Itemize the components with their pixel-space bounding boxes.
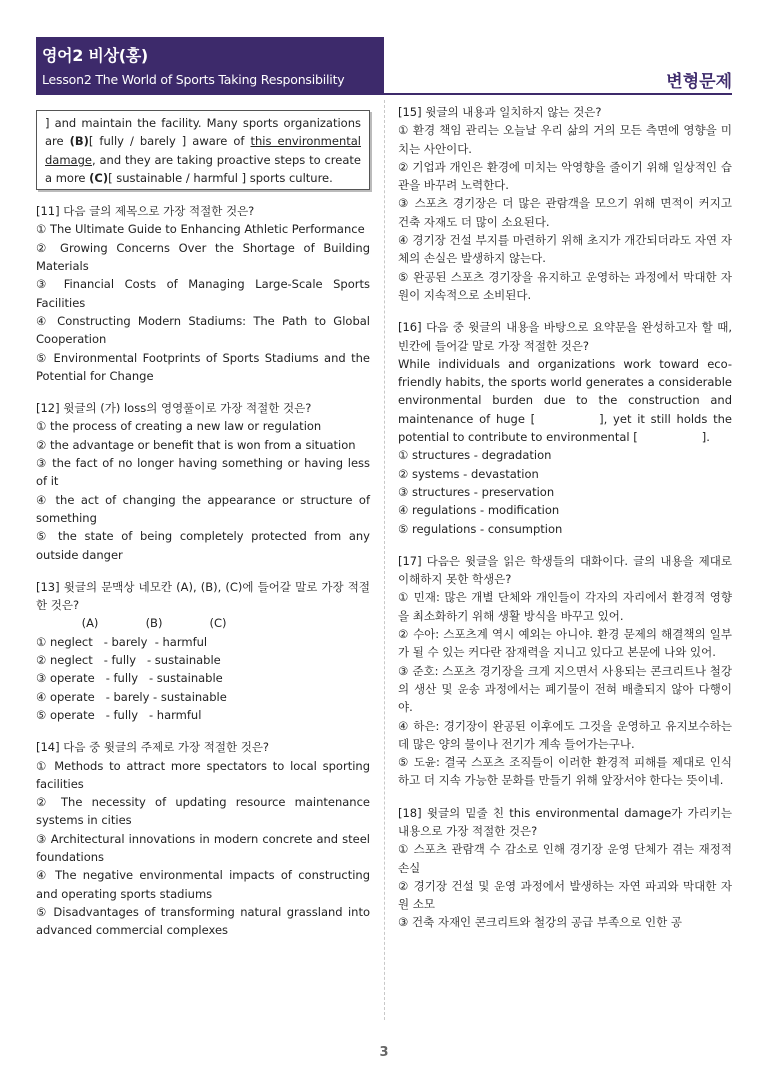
question-stem: [17] 다음은 윗글을 읽은 학생들의 대화이다. 글의 내용을 제대로 이해하지 못한 학생은? xyxy=(398,553,732,587)
option: ② 경기장 건설 및 운영 과정에서 발생하는 자연 파괴와 막대한 자원 소모 xyxy=(398,878,732,912)
question-stem: [12] 윗글의 (가) loss의 영영풀이로 가장 적절한 것은? xyxy=(36,401,312,416)
option: ② Growing Concerns Over the Shortage of Building Materials xyxy=(36,240,370,274)
textbook-title: 영어2 비상(홍) xyxy=(42,46,148,65)
question-stem: [13] 윗글의 문맥상 네모칸 (A), (B), (C)에 들어갈 말로 가장 적절한 것은? xyxy=(36,579,370,613)
right-column xyxy=(398,103,732,946)
passage-box xyxy=(36,110,370,190)
option: ① 스포츠 관람객 수 감소로 인해 경기장 운영 단체가 겪는 재정적 손실 xyxy=(398,842,732,875)
option: ④ 하은: 경기장이 완공된 이후에도 그것을 운영하고 유지보수하는 데 많은 양의 물이나 전기가 계속 들어가는구나. xyxy=(398,718,732,751)
option: ④ operate - barely - sustainable xyxy=(36,689,227,704)
option: ③ Architectural innovations in modern concrete and steel foundations xyxy=(36,831,370,864)
option: ③ 건축 자재인 콘크리트와 철강의 공급 부족으로 인한 공 xyxy=(398,915,682,930)
option: ⑤ 도윤: 결국 스포츠 조직들이 이러한 환경적 피해를 제대로 인식하고 더 지속 가능한 문화를 만들기 위해 앞장서야 한다는 뜻이네. xyxy=(398,755,732,788)
question-stem: [15] 윗글의 내용과 일치하지 않는 것은? xyxy=(398,105,602,119)
option: ⑤ regulations - consumption xyxy=(398,521,563,536)
header-rule xyxy=(36,93,732,95)
underlined-phrase: this environmental damage xyxy=(45,134,361,167)
option: ① the process of creating a new law or regulation xyxy=(36,419,322,434)
option: ⑤ the state of being completely protected from any outside danger xyxy=(36,529,370,562)
option: ③ Financial Costs of Managing Large-Scale Sports Facilities xyxy=(36,277,370,310)
question-stem: [16] 다음 중 윗글의 내용을 바탕으로 요약문을 완성하고자 할 때, 빈칸에 들어갈 말로 가장 적절한 것은? xyxy=(398,320,732,353)
option: ⑤ Environmental Footprints of Sports Stadiums and the Potential for Change xyxy=(36,350,370,383)
question-15 xyxy=(398,103,732,304)
question-11 xyxy=(36,202,370,385)
section-label: 변형문제 xyxy=(666,72,732,92)
question-stem: [11] 다음 글의 제목으로 가장 적절한 것은? xyxy=(36,204,255,219)
option: ③ the fact of no longer having something or having less of it xyxy=(36,456,370,489)
option: ② neglect - fully - sustainable xyxy=(36,653,221,668)
option: ② 수아: 스포츠계 역시 예외는 아니야. 환경 문제의 해결책의 일부가 될 수 있는 커다란 잠재력을 지니고 있다고 본문에 나와 있어. xyxy=(398,627,732,660)
option: ⑤ operate - fully - harmful xyxy=(36,707,202,722)
option: ④ 경기장 건설 부지를 마련하기 위해 초지가 개간되더라도 자연 자체의 손실은 발생하지 않는다. xyxy=(398,233,732,266)
option: ② the advantage or benefit that is won from a situation xyxy=(36,437,356,452)
column-divider xyxy=(384,100,385,1020)
question-14 xyxy=(36,738,370,939)
question-13 xyxy=(36,578,370,724)
left-column xyxy=(36,110,370,953)
lesson-title: Lesson2 The World of Sports Taking Responsibility xyxy=(42,72,345,87)
option: ④ the act of changing the appearance or structure of something xyxy=(36,492,370,525)
option: ① neglect - barely - harmful xyxy=(36,634,208,649)
option: ② The necessity of updating resource maintenance systems in cities xyxy=(36,795,370,828)
option: ③ structures - preservation xyxy=(398,484,555,499)
option: ④ Constructing Modern Stadiums: The Path to Global Cooperation xyxy=(36,313,370,347)
question-17 xyxy=(398,552,732,790)
question-16 xyxy=(398,318,732,538)
question-18 xyxy=(398,804,732,932)
option: ① The Ultimate Guide to Enhancing Athletic Performance xyxy=(36,222,365,237)
option: ③ 준호: 스포츠 경기장을 크게 지으면서 사용되는 콘크리트나 철강의 생산 및 운송 과정에서는 폐기물이 전혀 배출되지 않아 다행이야. xyxy=(398,663,732,715)
option-headers: (A) (B) (C) xyxy=(81,616,227,631)
passage-text: ] and maintain the facility. Many sports organizations are (B)[ fully / barely ] aware of this environmental damage, and they are taking proactive steps to create a more (C)[ sustainable / harmful ] sports culture. xyxy=(45,116,361,185)
question-stem: [14] 다음 중 윗글의 주제로 가장 적절한 것은? xyxy=(36,740,270,755)
option: ② systems - devastation xyxy=(398,466,539,481)
option: ④ regulations - modification xyxy=(398,503,560,518)
option: ① structures - degradation xyxy=(398,448,552,463)
summary-text: While individuals and organizations work toward eco-friendly habits, the sports world generates a considerable environmental burden due to the construction and maintenance of huge [ ], yet it still holds the potential to contribute to environmental [ ]. xyxy=(398,356,732,445)
option: ① 환경 책임 관리는 오늘날 우리 삶의 거의 모든 측면에 영향을 미치는 사안이다. xyxy=(398,123,732,156)
question-stem: [18] 윗글의 밑줄 친 this environmental damage가 가리키는 내용으로 가장 적절한 것은? xyxy=(398,805,732,838)
option: ⑤ Disadvantages of transforming natural grassland into advanced commercial complexes xyxy=(36,904,370,938)
header-banner xyxy=(36,37,384,94)
option: ③ 스포츠 경기장은 더 많은 관람객을 모으기 위해 면적이 커지고 건축 자재도 더 많이 소요된다. xyxy=(398,196,732,229)
page-number: 3 xyxy=(379,1045,389,1060)
option: ④ The negative environmental impacts of constructing and operating sports stadiums xyxy=(36,868,370,901)
option: ② 기업과 개인은 환경에 미치는 악영향을 줄이기 위해 일상적인 습관을 바꾸려 노력한다. xyxy=(398,159,732,193)
option: ① 민재: 많은 개별 단체와 개인들이 각자의 자리에서 환경적 영향을 최소화하기 위해 생활 방식을 바꾸고 있어. xyxy=(398,590,732,623)
question-12 xyxy=(36,399,370,564)
option: ③ operate - fully - sustainable xyxy=(36,671,223,686)
option: ① Methods to attract more spectators to local sporting facilities xyxy=(36,758,370,791)
option: ⑤ 완공된 스포츠 경기장을 유지하고 운영하는 과정에서 막대한 자원이 지속적으로 소비된다. xyxy=(398,269,732,302)
